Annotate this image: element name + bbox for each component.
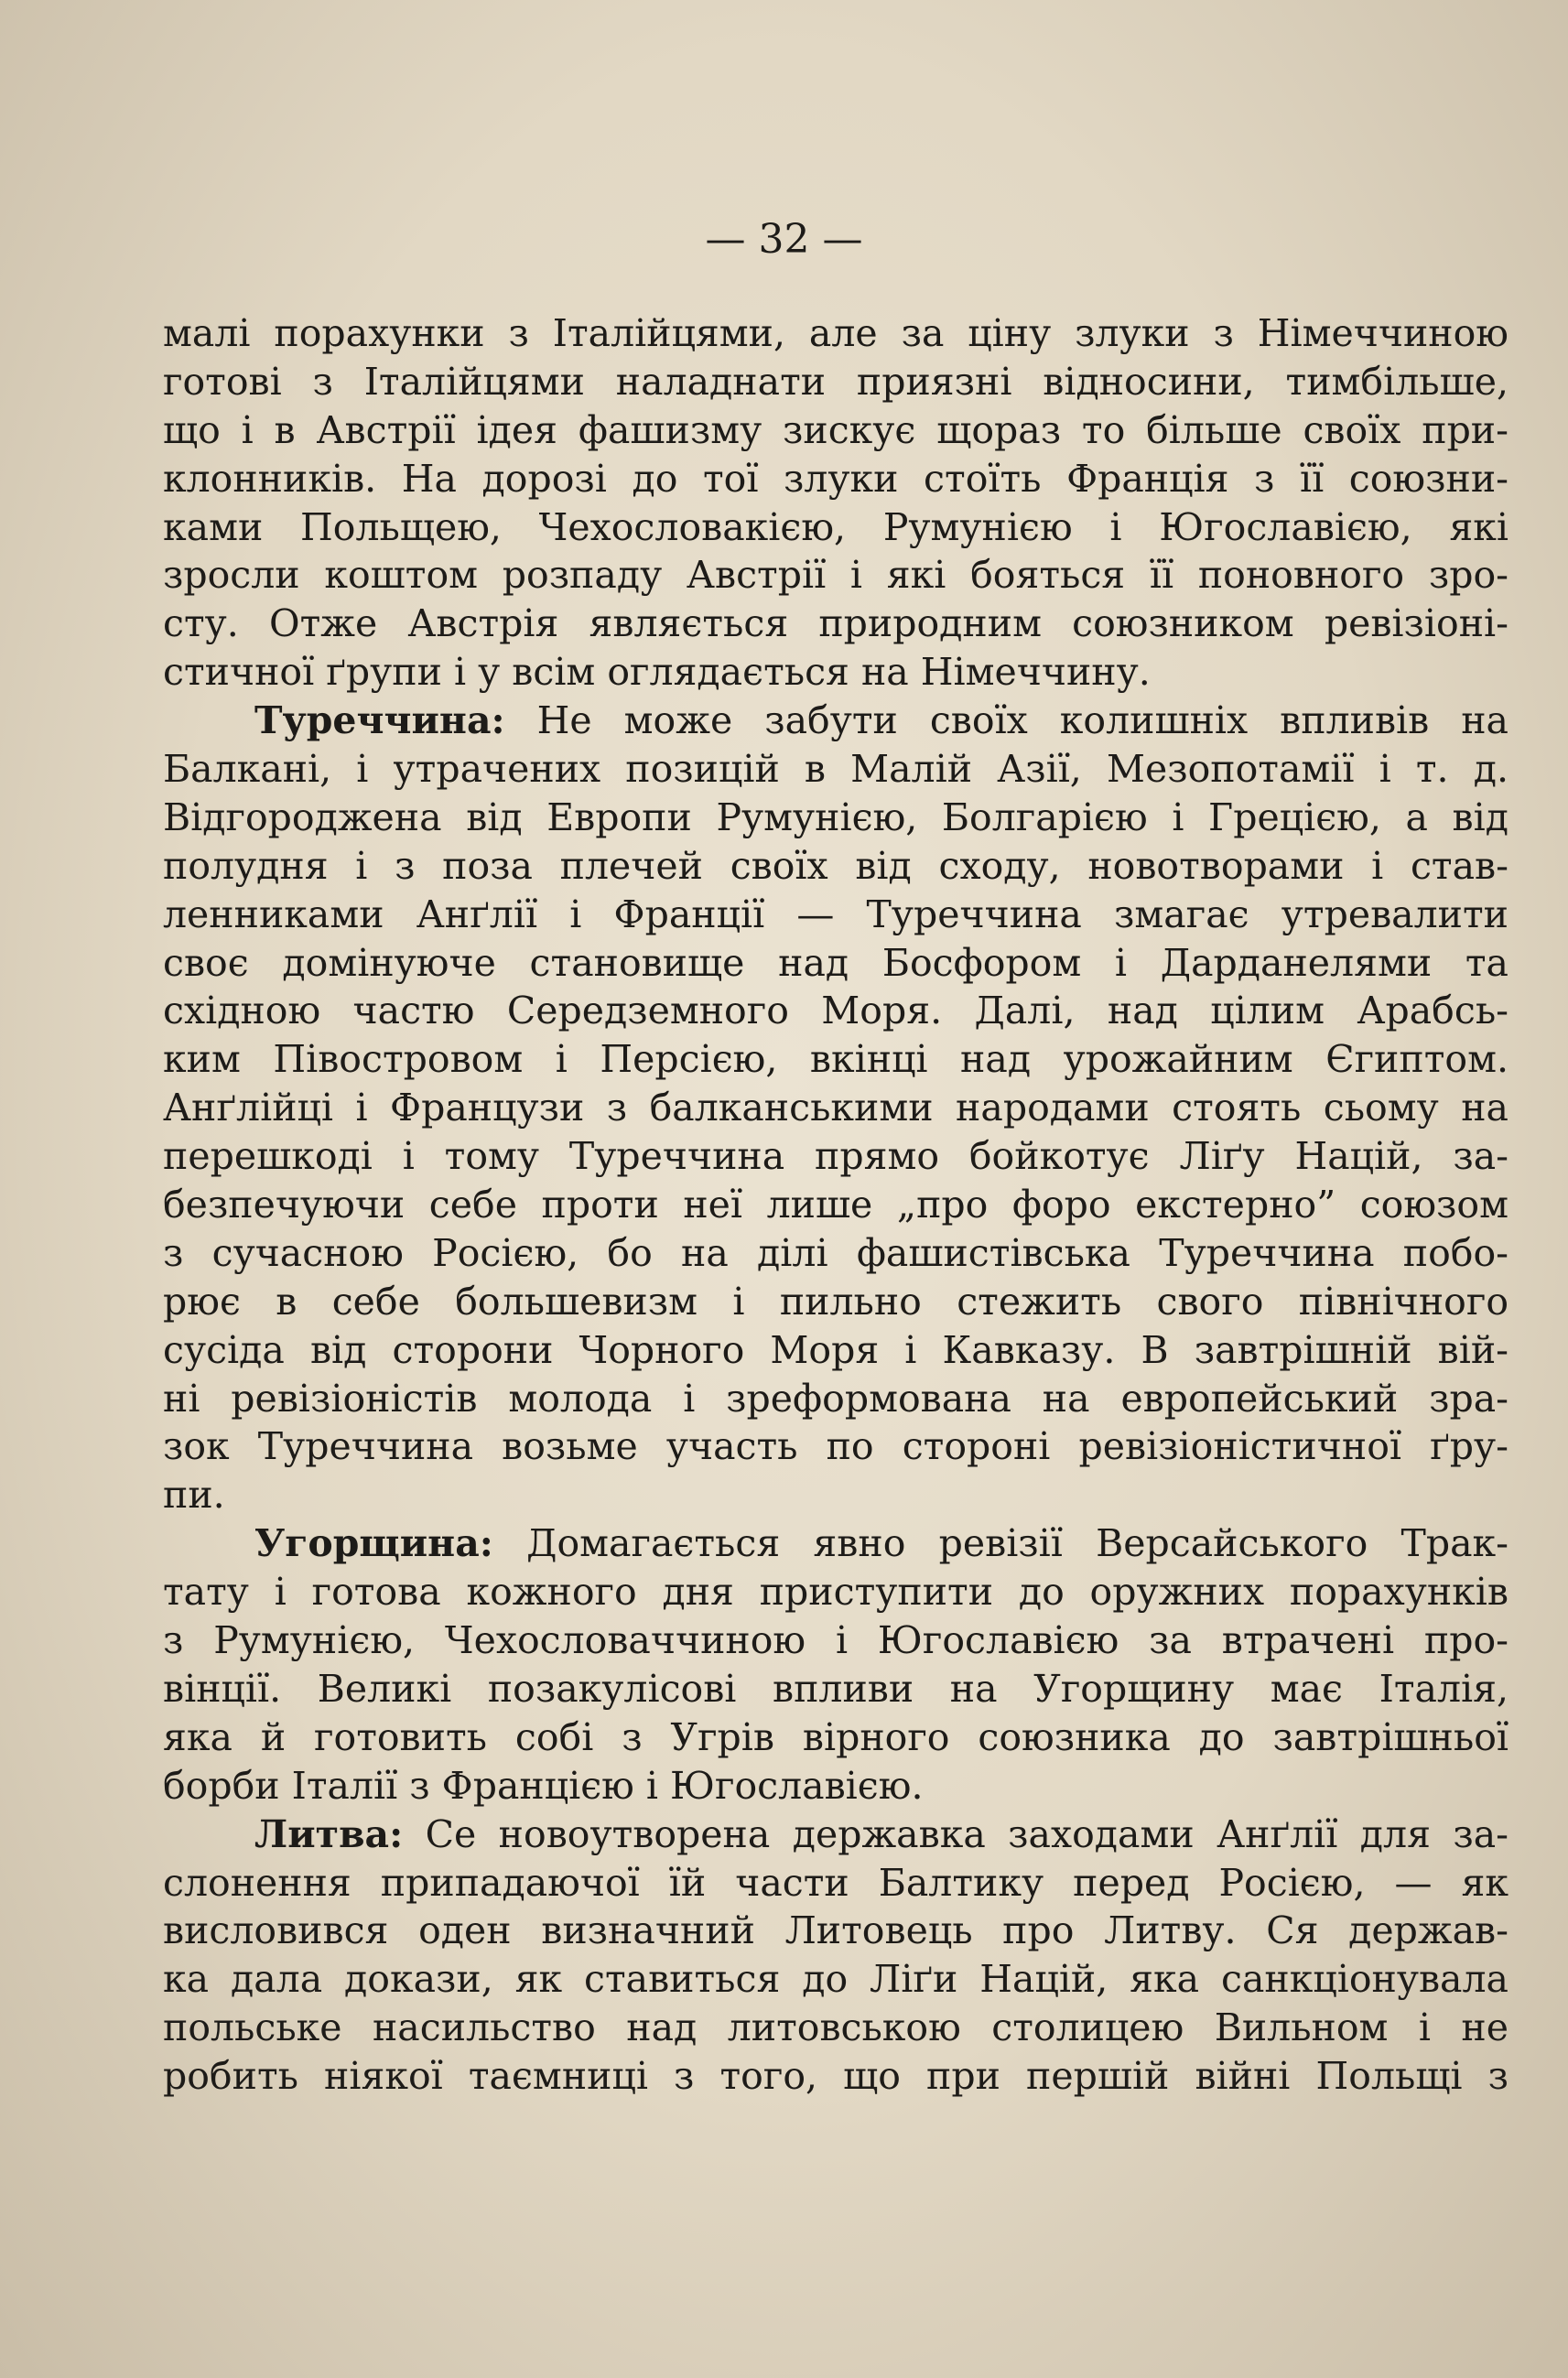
text-line: ка дала докази, як ставиться до Ліґи Націй, яка санкціонувала (163, 1957, 1509, 2002)
text-line-first (163, 697, 1509, 745)
text-line: сусіда від сторони Чорного Моря і Кавказу. В завтрішній вій- (163, 1327, 1509, 1372)
text-line: яка й готовить собі з Угрів вірного союзника до завтрішньої (163, 1714, 1509, 1759)
text-line: польське насильство над литовською столицею Вильном і не (163, 2005, 1509, 2050)
text-line: тату і готова кожного дня приступити до оружних порахунків (163, 1570, 1509, 1615)
text-line-first (163, 1811, 1509, 1859)
text-line: ні ревізіоністів молода і зреформована на европейський зра- (163, 1376, 1509, 1421)
text-line: Відгороджена від Европи Румунією, Болгарією і Грецією, а від (163, 794, 1509, 839)
text-line: з сучасною Росією, бо на ділі фашистівська Туреччина побо- (163, 1230, 1509, 1275)
text-line: готові з Італійцями наладнати приязні відносини, тимбільше, (163, 359, 1509, 404)
text-line: зок Туреччина возьме участь по стороні ревізіоністичної ґру- (163, 1424, 1509, 1469)
text-line: робить ніякої таємниці з того, що при першій війні Польщі з (163, 2054, 1509, 2099)
text-line-first (163, 1519, 1509, 1568)
text-line: рює в себе большевизм і пильно стежить свого північного (163, 1279, 1509, 1324)
text-line: ками Польщею, Чехословакією, Румунією і Югославією, які (163, 504, 1509, 549)
text-line: малі порахунки з Італійцями, але за ціну злуки з Німеччиною (163, 311, 1509, 355)
text-line: Анґлійці і Французи з балканськими народами стоять сьому на (163, 1086, 1509, 1130)
text-line: перешкоді і тому Туреччина прямо бойкотує Ліґу Націй, за- (163, 1134, 1509, 1179)
text-line: сту. Отже Австрія являється природним союзником ревізіоні- (163, 601, 1509, 646)
paragraph-term: Туреччина: (254, 698, 505, 743)
text-line: своє домінуюче становище над Босфором і Дарданелями та (163, 940, 1509, 985)
paragraph-turkey (163, 697, 1509, 1519)
text-line: стичної ґрупи і у всім оглядається на Німеччину. (163, 650, 1151, 695)
text-line: східною частю Середземного Моря. Далі, над цілим Арабсь- (163, 989, 1509, 1033)
paragraph-term: Угорщина: (254, 1521, 493, 1566)
text-line: борби Італії з Францією і Югославією. (163, 1763, 924, 1808)
text-line: з Румунією, Чехословаччиною і Югославією за втрачені про- (163, 1618, 1509, 1663)
text-line: ким Півостровом і Персією, вкінці над урожайним Єгиптом. (163, 1037, 1509, 1082)
text-line: зросли коштом розпаду Австрії і які бояться її поновного зро- (163, 553, 1509, 598)
text-line: клонників. На дорозі до тої злуки стоїть Франція з її союзни- (163, 456, 1509, 501)
text-line-rest: Се новоутворена державка заходами Анґлії для за- (403, 1811, 1509, 1856)
text-line-rest: Домагається явно ревізії Версайського Трак- (492, 1521, 1509, 1566)
text-line: вінції. Великі позакулісові впливи на Угорщину має Італія, (163, 1666, 1509, 1711)
text-line: безпечуючи себе проти неї лише „про форо екстерно” союзом (163, 1183, 1509, 1227)
text-line: ленниками Анґлії і Франції — Туреччина змагає утревалити (163, 892, 1509, 936)
text-line-rest: Не може забути своїх колишніх впливів на (504, 698, 1509, 743)
text-block (163, 309, 1509, 2101)
text-line: полудня і з поза плечей своїх від сходу, новотворами і став- (163, 843, 1509, 888)
paragraph-term: Литва: (254, 1811, 404, 1856)
text-line: Балкані, і утрачених позицій в Малій Азії, Мезопотамії і т. д. (163, 747, 1509, 792)
page-number: — 32 — (705, 216, 863, 263)
paragraph-hungary (163, 1519, 1509, 1810)
paragraph-lithuania (163, 1811, 1509, 2101)
text-line: слонення припадаючої їй части Балтику перед Росією, — як (163, 1860, 1509, 1905)
text-line: висловився оден визначний Литовець про Литву. Ся держав- (163, 1908, 1509, 1953)
text-line: пи. (163, 1473, 225, 1518)
text-line: що і в Австрії ідея фашизму зискує щораз то більше своїх при- (163, 407, 1509, 452)
paragraph-austria (163, 309, 1509, 697)
